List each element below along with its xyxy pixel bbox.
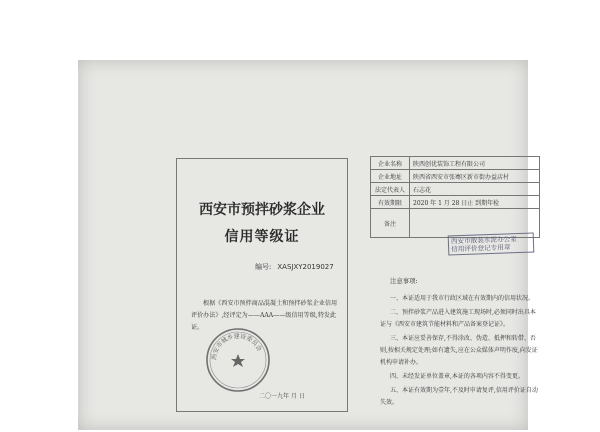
row-value: 陕西省西安市张骞区新市街办益店村: [410, 170, 540, 183]
notes-list: [380, 293, 538, 411]
row-value: 石志花: [410, 183, 540, 196]
list-item: 三、本证应妥善保存,不得涂改、伪造、抵押和转借、否则,按相关规定处理;如有遗失,应在公众媒体声明作废,向发证机构申请补办。: [380, 335, 538, 366]
row-label: 企业名称: [371, 157, 410, 170]
list-item: 五、本证有效期为壹年,不及时申请复评,信用评价证自动失效。: [380, 387, 538, 406]
row-label: 法定代表人: [371, 183, 410, 196]
list-item: 一、本证适用于我市行政区域在有效期内的信用状况。: [390, 295, 535, 302]
table-row: [371, 170, 540, 183]
issue-date: 二〇一九年 月 日: [259, 393, 305, 400]
list-item: 二、预拌砂浆产品进入建筑施工现场时,必须同时出具本证与《西安市建筑节能材料和产品备案登记证》。: [380, 309, 536, 328]
notes-title: 注意事项:: [390, 277, 418, 285]
row-label: 备注: [371, 209, 410, 238]
seal-text: 西安市城乡建设委员会: [210, 332, 263, 361]
certificate-left-page: [176, 158, 348, 412]
list-item: 四、未经发证单位盖章,本证的各项内容不得变更。: [390, 373, 524, 380]
row-label: 有效期限: [371, 196, 410, 209]
serial-label: 编号:: [255, 263, 272, 271]
stamp-line1: 西安市散装水泥办公室: [450, 235, 517, 246]
certificate-body-text: 根据《西安市预拌商品混凝土和预拌砂浆企业信用评价办法》,经评定为——AAA——级信用等级,特发此证。: [191, 300, 338, 331]
registration-stamp: [448, 233, 535, 256]
enterprise-info-table: [370, 156, 540, 238]
row-value: 2020 年 1 月 28 日止 到期年检: [410, 196, 540, 209]
serial-number: [255, 262, 334, 272]
table-row: [371, 157, 540, 170]
stamp-line2: 信用评价登记专用章: [451, 243, 511, 254]
certificate-right-page: [370, 156, 540, 418]
official-seal-icon: [205, 327, 271, 393]
row-label: 企业地址: [371, 170, 410, 183]
certificate-title-line2: 信用等级证: [224, 229, 300, 245]
row-value: 陕西创优装饰工程有限公司: [410, 157, 540, 170]
certificate-title-line1: 西安市预拌砂浆企业: [199, 202, 325, 218]
table-row: [371, 196, 540, 209]
certificate-sheet: [78, 60, 538, 430]
serial-value: XASJXY2019027: [277, 263, 334, 271]
table-row: [371, 183, 540, 196]
